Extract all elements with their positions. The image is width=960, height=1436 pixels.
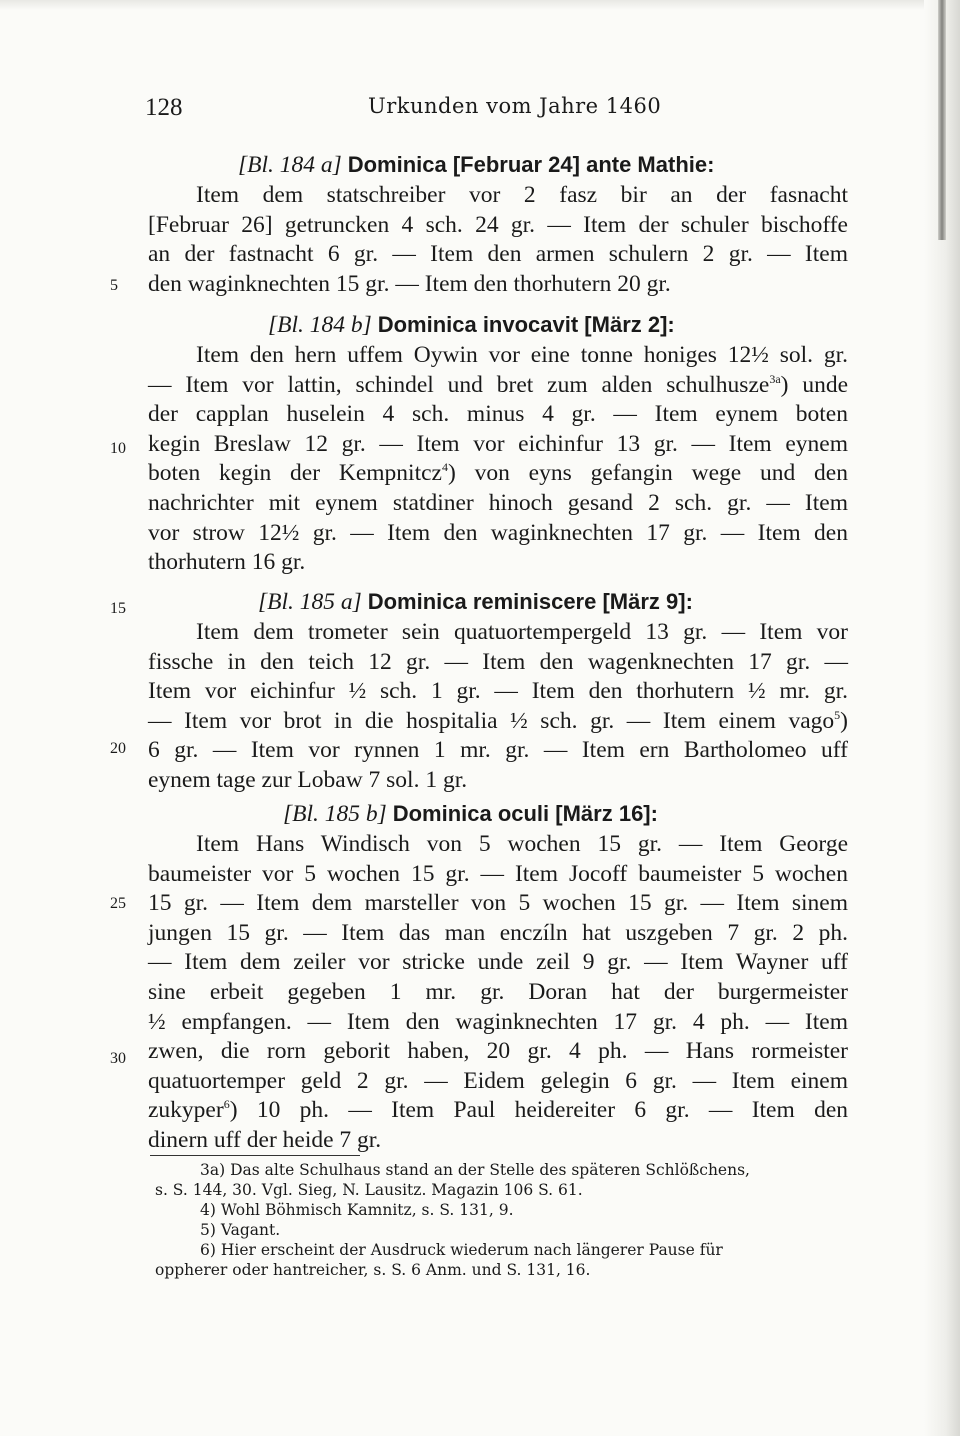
text-line: Item dem statschreiber vor 2 fasz bir an der fasnacht bbox=[196, 182, 848, 208]
footnote-mark: 4) bbox=[200, 1201, 216, 1219]
entry-section bbox=[148, 148, 848, 299]
text-line: kegin Breslaw 12 gr. — Item vor eichinfur 13 gr. — Item eynem bbox=[148, 430, 848, 457]
text-line: 6 gr. — Item vor rynnen 1 mr. gr. — Item ern Bartholomeo uff bbox=[148, 737, 848, 764]
page-header bbox=[0, 90, 960, 130]
entry-section bbox=[148, 797, 848, 1156]
line-text: ) unde bbox=[780, 371, 848, 398]
page-top-edge bbox=[0, 0, 960, 10]
line-number: 30 bbox=[110, 1050, 126, 1067]
footnote bbox=[155, 1220, 845, 1240]
footnote-ref: 5 bbox=[834, 707, 841, 722]
line-text: — Item vor brot in die hospitalia ½ sch. gr. — Item einem vago bbox=[148, 707, 835, 734]
folio-reference: [Bl. 185 b] bbox=[283, 801, 387, 827]
section-title: Dominica reminiscere [März 9]: bbox=[367, 589, 693, 614]
footnote-mark: 3a) bbox=[200, 1161, 226, 1179]
footnote-mark: 6) bbox=[200, 1241, 216, 1259]
footnote-ref: 6 bbox=[223, 1097, 230, 1112]
line-number: 5 bbox=[110, 277, 118, 294]
text-line: Item Hans Windisch von 5 wochen 15 gr. — Item George bbox=[196, 831, 848, 857]
text-line bbox=[148, 707, 848, 737]
section-heading bbox=[148, 308, 848, 341]
text-line: Item vor eichinfur ½ sch. 1 gr. — Item den thorhutern ½ mr. gr. bbox=[148, 678, 848, 705]
text-line: an der fastnacht 6 gr. — Item den armen schulern 2 gr. — Item bbox=[148, 241, 848, 268]
section-title: Dominica [Februar 24] ante Mathie: bbox=[347, 152, 715, 177]
footnote-text: Hier erscheint der Ausdruck wiederum nach längerer Pause für bbox=[220, 1241, 723, 1259]
text-line: 15 gr. — Item dem marsteller von 5 wochen 15 gr. — Item sinem bbox=[148, 890, 848, 917]
footnote-text: oppherer oder hantreicher, s. S. 6 Anm. und S. 131, 16. bbox=[155, 1261, 591, 1279]
section-title: Dominica oculi [März 16]: bbox=[392, 801, 658, 826]
text-line: der capplan huselein 4 sch. minus 4 gr. — Item eynem boten bbox=[148, 401, 848, 428]
text-line: quatuortemper geld 2 gr. — Eidem gelegin 6 gr. — Item einem bbox=[148, 1067, 848, 1094]
line-number: 25 bbox=[110, 895, 126, 912]
text-line: vor strow 12½ gr. — Item den waginknechten 17 gr. — Item den bbox=[148, 519, 848, 546]
section-heading bbox=[148, 797, 848, 830]
footnotes bbox=[155, 1160, 845, 1280]
footnote-text: Das alte Schulhaus stand an der Stelle des späteren Schlößchens, bbox=[230, 1161, 750, 1179]
footnote bbox=[155, 1160, 845, 1180]
folio-reference: [Bl. 185 a] bbox=[258, 589, 362, 615]
text-line: den waginknechten 15 gr. — Item den thorhutern 20 gr. bbox=[148, 270, 671, 297]
folio-reference: [Bl. 184 b] bbox=[268, 312, 372, 338]
footnote-rule bbox=[150, 1155, 360, 1156]
text-line: thorhutern 16 gr. bbox=[148, 549, 306, 576]
line-text: boten kegin der Kempnitcz bbox=[148, 460, 442, 487]
text-line: zwen, die rorn geborit haben, 20 gr. 4 ph. — Hans rormeister bbox=[148, 1038, 848, 1065]
section-title: Dominica invocavit [März 2]: bbox=[377, 312, 675, 337]
text-line: eynem tage zur Lobaw 7 sol. 1 gr. bbox=[148, 766, 468, 793]
running-head: Urkunden vom Jahre 1460 bbox=[368, 94, 662, 118]
text-line: jungen 15 gr. — Item das man enczíln hat uszgeben 7 gr. 2 ph. bbox=[148, 919, 848, 946]
line-number: 20 bbox=[110, 740, 126, 757]
text-line bbox=[148, 371, 848, 401]
text-line: — Item dem zeiler vor stricke unde zeil 9 gr. — Item Wayner uff bbox=[148, 949, 848, 976]
text-line: sine erbeit gegeben 1 mr. gr. Doran hat der burgermeister bbox=[148, 978, 848, 1005]
text-line: Item den hern uffem Oywin vor eine tonne honiges 12½ sol. gr. bbox=[196, 342, 848, 368]
footnote-text: Vagant. bbox=[220, 1221, 281, 1239]
text-line: fissche in den teich 12 gr. — Item den wagenknechten 17 gr. — bbox=[148, 648, 848, 675]
line-number: 15 bbox=[110, 600, 126, 617]
line-text: zukyper bbox=[148, 1097, 224, 1124]
footnote bbox=[155, 1240, 845, 1260]
footnote-ref: 3a bbox=[769, 371, 781, 386]
footnote-text: s. S. 144, 30. Vgl. Sieg, N. Lausitz. Magazin 106 S. 61. bbox=[155, 1181, 583, 1199]
text-line bbox=[148, 1096, 848, 1126]
text-line: [Februar 26] getruncken 4 sch. 24 gr. — Item der schuler bischoffe bbox=[148, 211, 848, 238]
line-number: 10 bbox=[110, 440, 126, 457]
line-text: ) bbox=[840, 707, 848, 734]
footnote-text: Wohl Böhmisch Kamnitz, s. S. 131, 9. bbox=[220, 1201, 514, 1219]
text-line: ½ empfangen. — Item den waginknechten 17 gr. 4 ph. — Item bbox=[148, 1008, 848, 1035]
text-line: nachrichter mit eynem statdiner hinoch gesand 2 sch. gr. — Item bbox=[148, 489, 848, 516]
section-heading bbox=[148, 585, 848, 618]
line-text: ) von eyns gefangin wege und den bbox=[447, 460, 848, 487]
footnote bbox=[155, 1200, 845, 1220]
text-line: Item dem trometer sein quatuortempergeld 13 gr. — Item vor bbox=[196, 619, 848, 645]
folio-reference: [Bl. 184 a] bbox=[238, 152, 342, 178]
entry-section bbox=[148, 308, 848, 578]
text-line: dinern uff der heide 7 gr. bbox=[148, 1126, 382, 1153]
section-heading bbox=[148, 148, 848, 181]
footnote-ref: 4 bbox=[441, 460, 448, 475]
page-number: 128 bbox=[145, 94, 183, 121]
text-line: baumeister vor 5 wochen 15 gr. — Item Jocoff baumeister 5 wochen bbox=[148, 860, 848, 887]
entry-section bbox=[148, 585, 848, 796]
line-text: — Item vor lattin, schindel und bret zum alden schulhusze bbox=[148, 371, 770, 398]
text-line bbox=[148, 459, 848, 489]
line-text: ) 10 ph. — Item Paul heidereiter 6 gr. — Item den bbox=[229, 1097, 848, 1124]
footnote-mark: 5) bbox=[200, 1221, 216, 1239]
